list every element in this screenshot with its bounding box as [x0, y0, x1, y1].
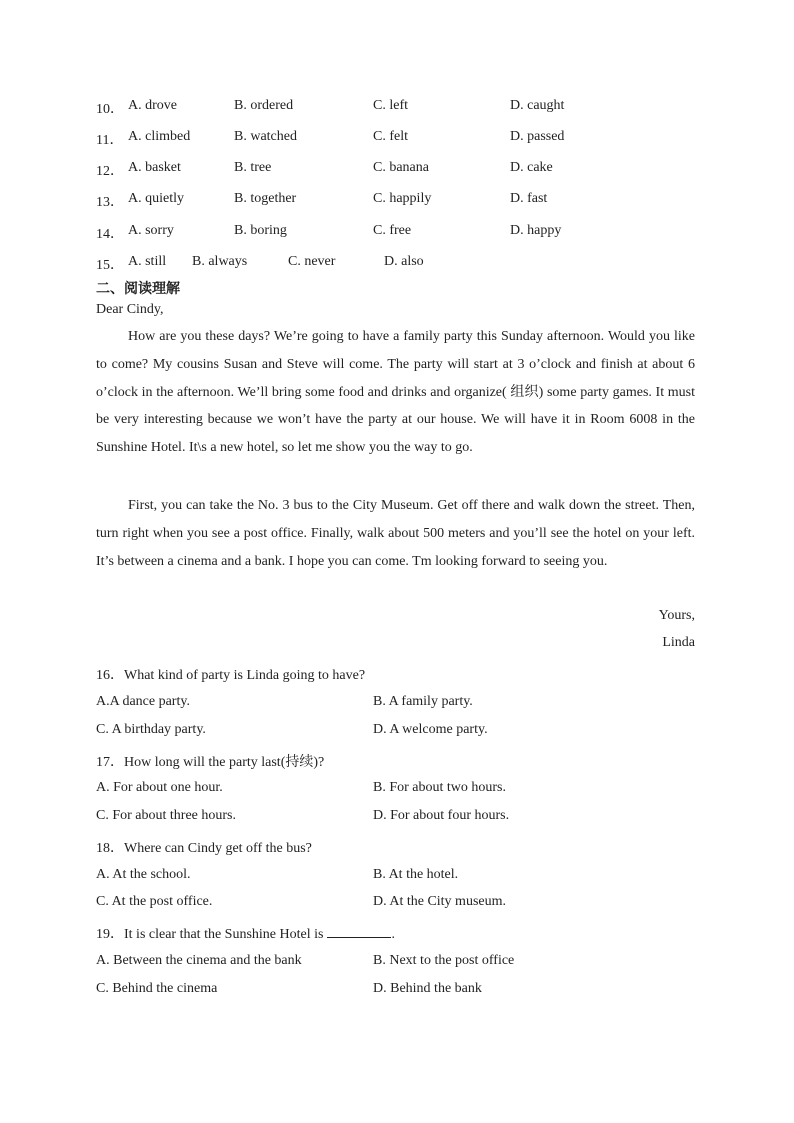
option-d: D. caught	[510, 98, 565, 113]
question-number: 10．	[96, 102, 124, 117]
option-a: A. still	[128, 254, 167, 269]
question-number: 14．	[96, 227, 124, 242]
question-number: 13．	[96, 195, 124, 210]
option-d: D. happy	[510, 223, 562, 238]
question-18-option-b: B. At the hotel.	[373, 867, 459, 882]
option-c: C. never	[288, 254, 336, 269]
question-16-option-b: B. A family party.	[373, 694, 473, 709]
letter-closing: Yours,	[658, 608, 695, 623]
question-17-option-b: B. For about two hours.	[373, 780, 506, 795]
question-18-option-a: A. At the school.	[96, 867, 191, 882]
option-c: C. left	[373, 98, 408, 113]
option-b: B. ordered	[234, 98, 294, 113]
question-16-option-c: C. A birthday party.	[96, 722, 206, 737]
question-19-stem-text: 19．It is clear that the Sunshine Hotel is	[96, 927, 324, 942]
question-19-option-b: B. Next to the post office	[373, 953, 515, 968]
paragraph-text: First, you can take the No. 3 bus to the City Museum. Get off there and walk down the street. Then, turn right when you see a post office. Finally, walk about 500 meters and you’ll see the hotel on your left. It’s between a cinema and a bank. I hope you can come. Tm looking forward to seeing you.	[96, 498, 695, 569]
option-c: C. happily	[373, 191, 432, 206]
question-16-option-a: A.A dance party.	[96, 694, 190, 709]
section-title: 二、阅读理解	[96, 281, 180, 297]
question-17-stem: 17．How long will the party last(持续)?	[96, 755, 325, 770]
question-17-option-a: A. For about one hour.	[96, 780, 223, 795]
question-19-stem	[96, 923, 395, 943]
option-b: B. together	[234, 191, 297, 206]
question-19-option-c: C. Behind the cinema	[96, 981, 218, 996]
question-16-stem: 16．What kind of party is Linda going to have?	[96, 668, 366, 683]
option-b: B. boring	[234, 223, 287, 238]
question-19-option-d: D. Behind the bank	[373, 981, 482, 996]
letter-paragraph-1	[96, 323, 695, 462]
question-17-option-d: D. For about four hours.	[373, 808, 510, 823]
option-a: A. drove	[128, 98, 177, 113]
letter-greeting: Dear Cindy,	[96, 302, 164, 317]
answer-blank	[327, 925, 391, 938]
option-b: B. tree	[234, 160, 272, 175]
option-a: A. quietly	[128, 191, 184, 206]
question-18-option-d: D. At the City museum.	[373, 894, 506, 909]
question-18-stem: 18．Where can Cindy get off the bus?	[96, 841, 312, 856]
question-number: 12．	[96, 164, 124, 179]
option-c: C. free	[373, 223, 412, 238]
letter-paragraph-2	[96, 492, 695, 575]
question-number: 15．	[96, 258, 124, 273]
option-d: D. also	[384, 254, 424, 269]
option-a: A. basket	[128, 160, 181, 175]
question-16-option-d: D. A welcome party.	[373, 722, 488, 737]
option-c: C. banana	[373, 160, 429, 175]
option-d: D. passed	[510, 129, 565, 144]
option-b: B. always	[192, 254, 248, 269]
question-19-stem-end: .	[391, 927, 395, 942]
letter-signature: Linda	[662, 635, 695, 650]
option-d: D. fast	[510, 191, 548, 206]
option-d: D. cake	[510, 160, 553, 175]
question-19-option-a: A. Between the cinema and the bank	[96, 953, 302, 968]
paragraph-text: How are you these days? We’re going to have a family party this Sunday afternoon. Would you like to come? My cousins Susan and Steve will come. The party will start at 3 o’clock and finish at about 6 o’clock in the afternoon. We’ll bring some food and drinks and organize( 组织) some party games. It must be very interesting because we won’t have the party at our house. We will have it in Room 6008 in the Sunshine Hotel. It\s a new hotel, so let me show you the way to go.	[96, 329, 695, 456]
option-a: A. climbed	[128, 129, 191, 144]
option-b: B. watched	[234, 129, 297, 144]
option-a: A. sorry	[128, 223, 174, 238]
question-18-option-c: C. At the post office.	[96, 894, 213, 909]
option-c: C. felt	[373, 129, 408, 144]
question-number: 11．	[96, 133, 124, 148]
question-17-option-c: C. For about three hours.	[96, 808, 236, 823]
